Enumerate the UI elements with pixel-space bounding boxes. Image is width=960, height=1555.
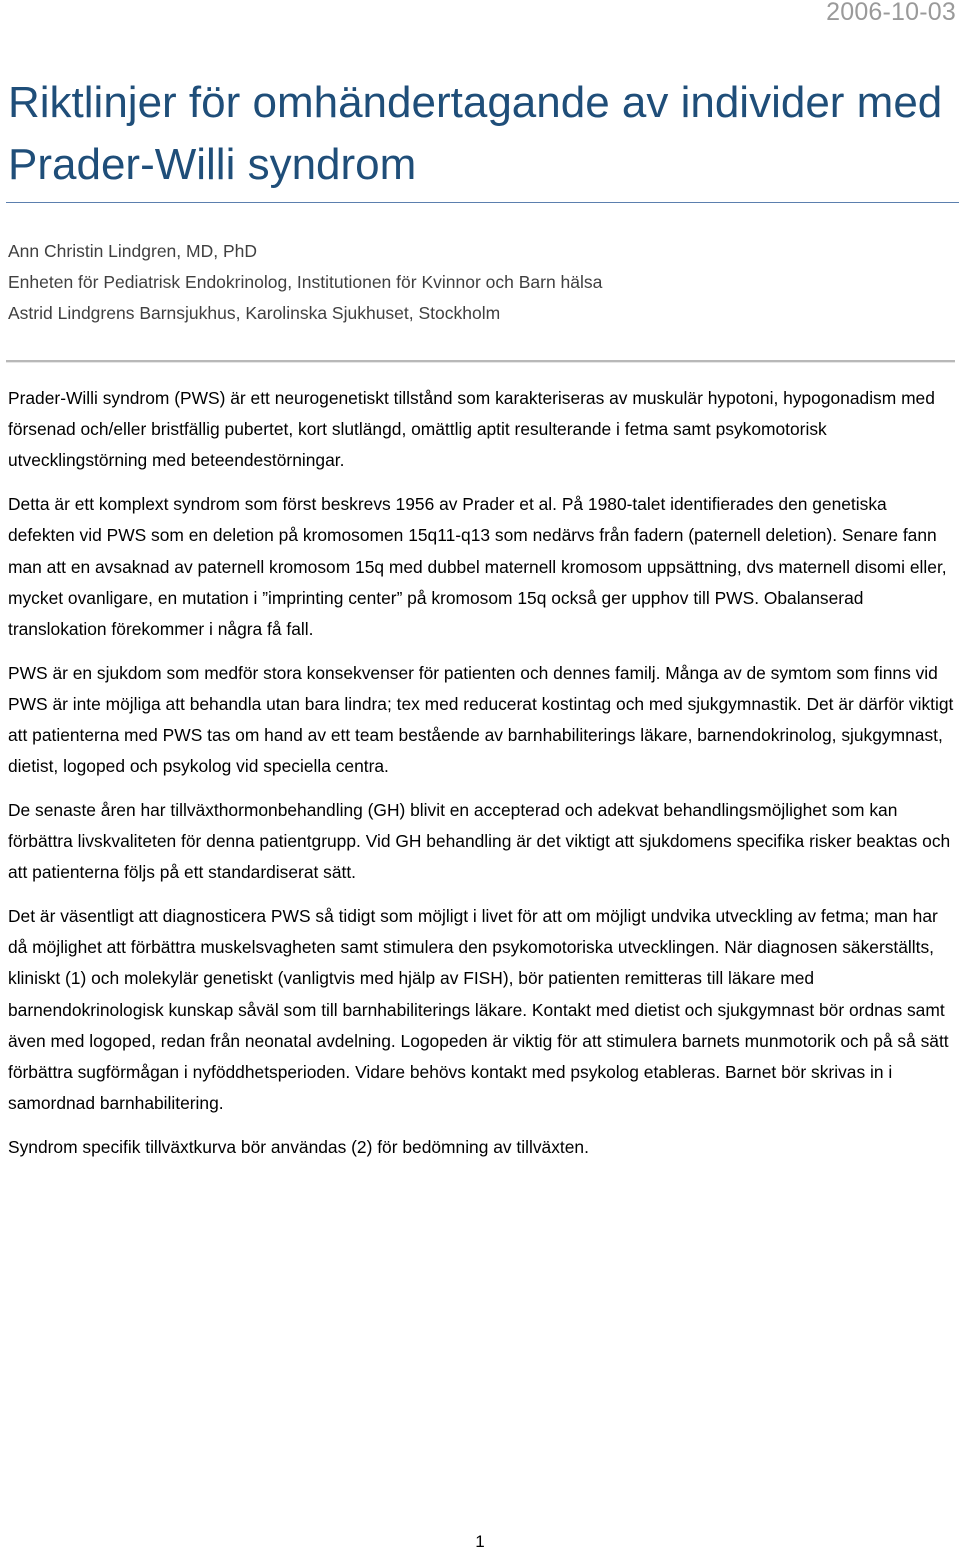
paragraph: Prader-Willi syndrom (PWS) är ett neurogenetiskt tillstånd som karakteriseras av muskulär hypotoni, hypogonadism med försenad och/eller bristfällig pubertet, kort slutlängd, omättlig aptit resulterande i fetma samt psykomotorisk utvecklingstörning med beteendestörningar. [8, 388, 935, 471]
author-name: Ann Christin Lindgren, MD, PhD [8, 241, 257, 261]
author-affiliation: Astrid Lindgrens Barnsjukhus, Karolinska Sjukhuset, Stockholm [8, 303, 501, 323]
paragraph: De senaste åren har tillväxthormonbehandling (GH) blivit en accepterad och adekvat behandlingsmöjlighet som kan förbättra livskvaliteten för denna patientgrupp. Vid GH behandling är det viktigt att sjukdomens specifika risker beaktas och att patienterna följs på ett standardiserat sätt. [8, 799, 951, 883]
document-date: 2006-10-03 [826, 0, 956, 26]
document-body [8, 383, 958, 1176]
document-title: Riktlinjer för omhändertagande av individer med Prader-Willi syndrom [8, 78, 943, 189]
author-block [8, 236, 953, 329]
paragraph: Detta är ett komplext syndrom som först beskrevs 1956 av Prader et al. På 1980-talet identifierades den genetiska defekten vid PWS som en deletion på kromosomen 15q11-q13 som nedärvs från fadern (paternell deletion). Senare fann man att en avsaknad av paternell kromosom 15q med dubbel maternell kromosom uppsättning, dvs maternell disomi eller, mycket ovanligare, en mutation i ”imprinting center” på kromosom 15q också ger upphov till PWS. Obalanserad translokation förekommer i några få fall. [8, 494, 947, 639]
paragraph: Det är väsentligt att diagnosticera PWS så tidigt som möjligt i livet för att om möjligt undvika utveckling av fetma; man har då möjlighet att förbättra muskelsvagheten samt stimulera den psykomotoriska utvecklingen. När diagnosen säkerställts, kliniskt (1) och molekylär genetiskt (vanligtvis med hjälp av FISH), bör patienten remitteras till läkare med barnendokrinologisk kunskap såväl som till barnhabiliterings läkare. Kontakt med dietist och sjukgymnast bör ordnas samt även med logoped, redan från neonatal avdelning. Logopeden är viktig för att stimulera barnets munmotorik och på så sätt förbättra sugförmågan i nyföddhetsperioden. Vidare behövs kontakt med psykolog etableras. Barnet bör skrivas in i samordnad barnhabilitering. [8, 906, 949, 1114]
title-underline-divider [6, 202, 959, 203]
paragraph: Syndrom specifik tillväxtkurva bör användas (2) för bedömning av tillväxten. [8, 1136, 589, 1157]
section-divider [6, 360, 955, 363]
author-department: Enheten för Pediatrisk Endokrinolog, Institutionen för Kvinnor och Barn hälsa [8, 272, 603, 292]
page-number: 1 [475, 1532, 485, 1551]
paragraph: PWS är en sjukdom som medför stora konsekvenser för patienten och dennes familj. Många av de symtom som finns vid PWS är inte möjliga att behandla utan bara lindra; tex med reducerat kostintag och med sjukgymnastik. Det är därför viktigt att patienterna med PWS tas om hand av ett team bestående av barnhabiliterings läkare, barnendokrinolog, sjukgymnast, dietist, logoped och psykolog vid speciella centra. [8, 662, 954, 777]
